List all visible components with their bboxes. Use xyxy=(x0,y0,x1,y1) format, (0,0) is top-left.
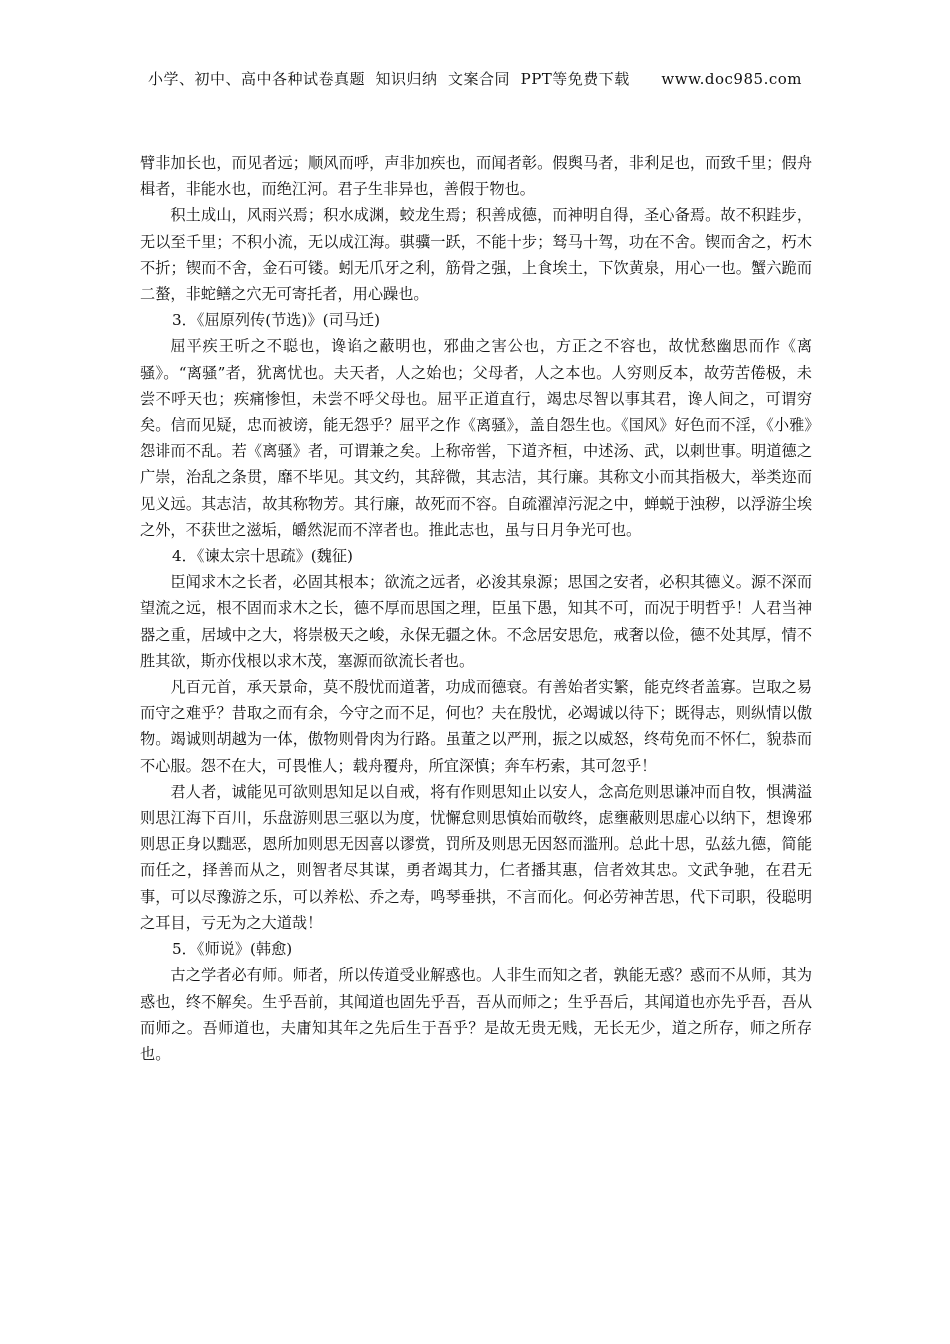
page-header: 小学、初中、高中各种试卷真题 知识归纳 文案合同 PPT等免费下载 www.doc985.com xyxy=(147,70,802,88)
paragraph-shisi-1: 臣闻求木之长者，必固其根本；欲流之远者，必浚其泉源；思国之安者，必积其德义。源不深而望流之远，根不固而求木之长，德不厚而思国之理，臣虽下愚，知其不可，而况于明哲乎！人君当神器之重，居域中之大，将崇极天之峻，永保无疆之休。不念居安思危，戒奢以俭，德不处其厚，情不胜其欲，斯亦伐根以求木茂，塞源而欲流长者也。 xyxy=(140,573,812,670)
section-heading-quyuan: 3．《屈原列传(节选)》(司马迁) xyxy=(172,311,381,330)
paragraph-shishuo: 古之学者必有师。师者，所以传道受业解惑也。人非生而知之者，孰能无惑？惑而不从师，其为惑也，终不解矣。生乎吾前，其闻道也固先乎吾，吾从而师之；生乎吾后，其闻道也亦先乎吾，吾从而师之。吾师道也，夫庸知其年之先后生于吾乎？是故无贵无贱，无长无少，道之所存，师之所存也。 xyxy=(140,966,812,1063)
section-heading-shishuo: 5．《师说》(韩愈) xyxy=(172,940,293,959)
paragraph-quyuan: 屈平疾王听之不聪也，谗谄之蔽明也，邪曲之害公也，方正之不容也，故忧愁幽思而作《离骚》。“离骚”者，犹离忧也。夫天者，人之始也；父母者，人之本也。人穷则反本，故劳苦倦极，未尝不呼天也；疾痛惨怛，未尝不呼父母也。屈平正道直行，竭忠尽智以事其君，谗人间之，可谓穷矣。信而见疑，忠而被谤，能无怨乎？屈平之作《离骚》，盖自怨生也。《国风》好色而不淫，《小雅》怨诽而不乱。若《离骚》者，可谓兼之矣。上称帝喾，下道齐桓，中述汤、武，以刺世事。明道德之广崇，治乱之条贯，靡不毕见。其文约，其辞微，其志洁，其行廉。其称文小而其指极大，举类迩而见义远。其志洁，故其称物芳。其行廉，故死而不容。自疏濯淖污泥之中，蝉蜕于浊秽，以浮游尘埃之外，不获世之滋垢，皭然泥而不滓者也。推此志也，虽与日月争光可也。 xyxy=(140,337,812,539)
document-body xyxy=(140,150,812,1067)
section-heading-shisi: 4．《谏太宗十思疏》(魏征) xyxy=(172,547,353,566)
paragraph-shisi-3: 君人者，诚能见可欲则思知足以自戒，将有作则思知止以安人，念高危则思谦冲而自牧，惧满溢则思江海下百川，乐盘游则思三驱以为度，忧懈怠则思慎始而敬终，虑壅蔽则思虚心以纳下，想谗邪则思正身以黜恶，恩所加则思无因喜以谬赏，罚所及则思无因怒而滥刑。总此十思，弘兹九德，简能而任之，择善而从之，则智者尽其谋，勇者竭其力，仁者播其惠，信者效其忠。文武争驰，在君无事，可以尽豫游之乐，可以养松、乔之寿，鸣琴垂拱，不言而化。何必劳神苦思，代下司职，役聪明之耳目，亏无为之大道哉！ xyxy=(140,782,812,932)
paragraph-shisi-2: 凡百元首，承天景命，莫不殷忧而道著，功成而德衰。有善始者实繁，能克终者盖寡。岂取之易而守之难乎？昔取之而有余，今守之而不足，何也？夫在殷忧，必竭诚以待下；既得志，则纵情以傲物。竭诚则胡越为一体，傲物则骨肉为行路。虽董之以严刑，振之以威怒，终苟免而不怀仁，貌恭而不心服。怨不在大，可畏惟人；载舟覆舟，所宜深慎；奔车朽索，其可忽乎！ xyxy=(140,678,812,775)
paragraph-quanxue-1: 臂非加长也，而见者远；顺风而呼，声非加疾也，而闻者彰。假舆马者，非利足也，而致千里；假舟楫者，非能水也，而绝江河。君子生非异也，善假于物也。 xyxy=(140,154,812,199)
paragraph-quanxue-2: 积土成山，风雨兴焉；积水成渊，蛟龙生焉；积善成德，而神明自得，圣心备焉。故不积跬步，无以至千里；不积小流，无以成江海。骐骥一跃，不能十步；驽马十驾，功在不舍。锲而舍之，朽木不折；锲而不舍，金石可镂。蚓无爪牙之利，筋骨之强，上食埃土，下饮黄泉，用心一也。蟹六跪而二螯，非蛇鳝之穴无可寄托者，用心躁也。 xyxy=(140,206,812,304)
